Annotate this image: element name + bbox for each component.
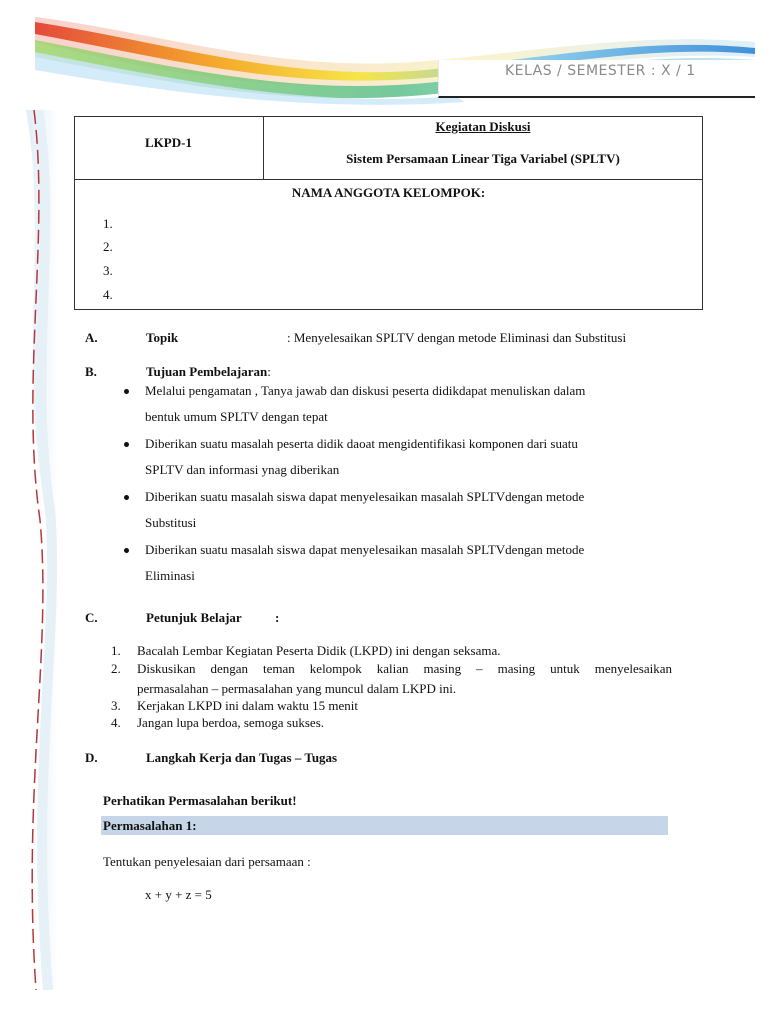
attention-heading: Perhatikan Permasalahan berikut!	[103, 793, 297, 808]
objective-line: Melalui pengamatan , Tanya jawab dan diskusi peserta didikdapat menuliskan dalam	[145, 383, 586, 398]
member-number: 1.	[103, 216, 113, 231]
members-title: NAMA ANGGOTA KELOMPOK:	[291, 185, 486, 200]
section-b-colon: :	[267, 364, 271, 379]
lkpd-activity-cell	[264, 117, 702, 179]
activity-subtitle: Sistem Persamaan Linear Tiga Variabel (SPLTV)	[346, 151, 620, 166]
lkpd-id: LKPD-1	[145, 135, 192, 150]
instruction-number: 2.	[111, 661, 121, 676]
section-b-title-text: Tujuan Pembelajaran	[146, 364, 268, 379]
bullet-dot	[124, 389, 129, 394]
table-row-divider	[75, 179, 702, 180]
bullet-dot	[124, 495, 129, 500]
bullet-dot	[124, 442, 129, 447]
lkpd-info-table	[74, 116, 703, 310]
bullet-dot	[124, 548, 129, 553]
instruction-line: Diskusikan dengan teman kelompok kalian masing – masing untuk menyelesaikan	[137, 661, 672, 676]
section-b-title	[146, 364, 271, 380]
section-a-letter: A.	[85, 330, 98, 345]
problem-instruction: Tentukan penyelesaian dari persamaan :	[103, 854, 311, 869]
instruction-line: Bacalah Lembar Kegiatan Peserta Didik (LKPD) ini dengan seksama.	[137, 643, 501, 658]
objective-line: Diberikan suatu masalah peserta didik daoat mengidentifikasi komponen dari suatu	[145, 436, 578, 451]
instruction-number: 1.	[111, 643, 121, 658]
member-number: 2.	[103, 239, 113, 254]
member-number: 3.	[103, 263, 113, 278]
lkpd-id-cell	[75, 117, 264, 179]
section-a-text: : Menyelesaikan SPLTV dengan metode Eliminasi dan Substitusi	[287, 330, 627, 345]
problem-label: Permasalahan 1:	[103, 818, 197, 833]
class-semester-label: KELAS / SEMESTER : X / 1	[505, 63, 696, 79]
section-a-title: Topik	[146, 330, 179, 345]
objective-line: Eliminasi	[145, 568, 195, 583]
section-c-title: Petunjuk Belajar	[146, 610, 242, 625]
objective-line: Diberikan suatu masalah siswa dapat menyelesaikan masalah SPLTVdengan metode	[145, 542, 585, 557]
section-c-colon: :	[275, 610, 280, 625]
instruction-number: 3.	[111, 698, 121, 713]
objective-line: Substitusi	[145, 515, 197, 530]
section-c-letter: C.	[85, 610, 98, 625]
instruction-line: permasalahan – permasalahan yang muncul dalam LKPD ini.	[137, 681, 457, 696]
section-b-letter: B.	[85, 364, 97, 379]
objective-line: SPLTV dan informasi ynag diberikan	[145, 462, 340, 477]
instruction-number: 4.	[111, 715, 121, 730]
objective-line: Diberikan suatu masalah siswa dapat menyelesaikan masalah SPLTVdengan metode	[145, 489, 585, 504]
member-number: 4.	[103, 287, 113, 302]
instruction-line: Kerjakan LKPD ini dalam waktu 15 menit	[137, 698, 358, 713]
left-ribbon-decoration	[18, 110, 58, 990]
section-d-title: Langkah Kerja dan Tugas – Tugas	[146, 750, 338, 765]
objective-line: bentuk umum SPLTV dengan tepat	[145, 409, 328, 424]
instruction-line: Jangan lupa berdoa, semoga sukses.	[137, 715, 325, 730]
section-d-letter: D.	[85, 750, 98, 765]
activity-title: Kegiatan Diskusi	[435, 119, 531, 134]
equation: x + y + z = 5	[145, 887, 212, 902]
